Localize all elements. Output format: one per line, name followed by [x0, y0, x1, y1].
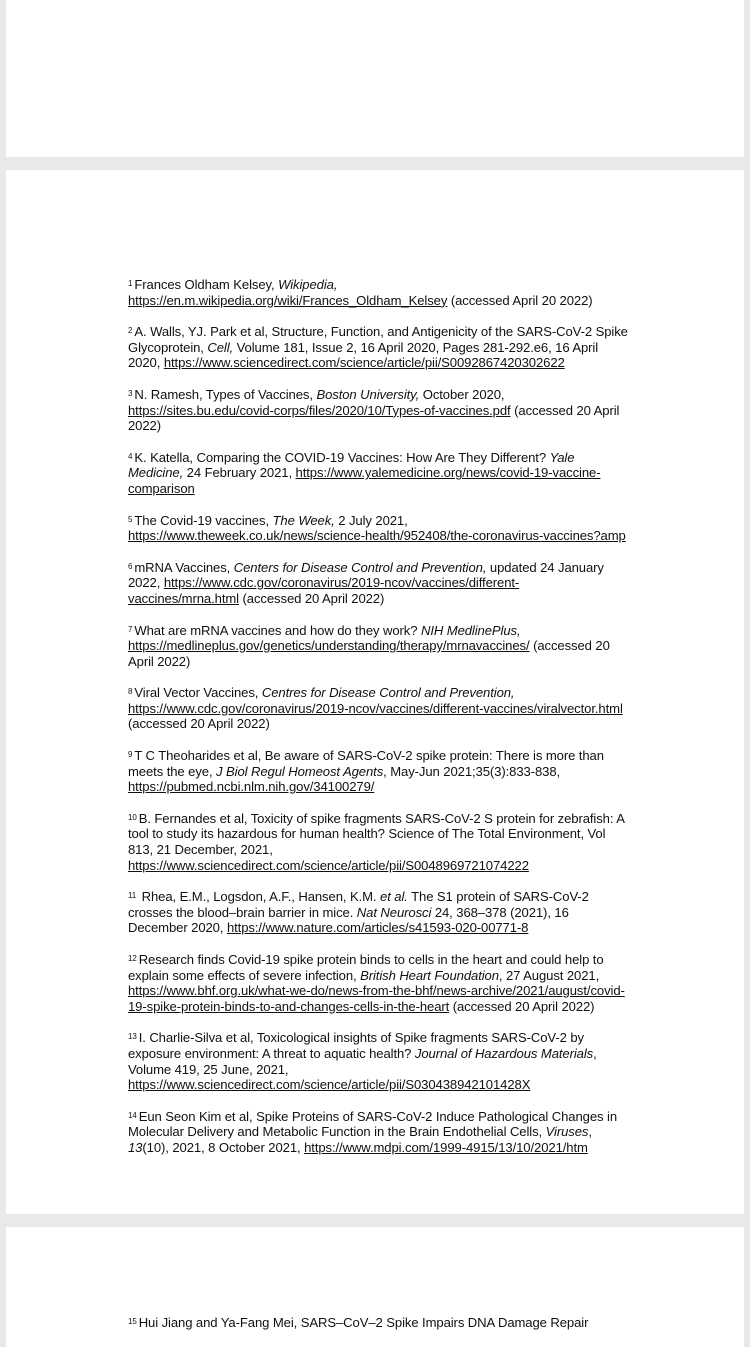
- footnote-15: [128, 1314, 628, 1331]
- citation-text: mRNA Vaccines,: [134, 559, 234, 575]
- citation-text: Hui Jiang and Ya-Fang Mei, SARS–CoV–2 Spike Impairs DNA Damage Repair: [138, 1315, 589, 1330]
- footnote-9: [128, 747, 628, 795]
- citation-text: , Volume 419, 25 June, 2021,: [128, 1045, 597, 1077]
- reference-link[interactable]: https://en.m.wikipedia.org/wiki/Frances_Oldham_Kelsey: [128, 292, 448, 308]
- footnote-13: [128, 1029, 628, 1092]
- citation-italic-text: The Week,: [272, 512, 335, 528]
- footnote-number: 8: [128, 687, 133, 697]
- citation-text: B. Fernandes et al, Toxicity of spike fragments SARS-CoV-2 S protein for zebrafish: A tool to study its hazardous for human health? Science of The Total Environment, Vol 813, 21 December, 2021,: [128, 810, 625, 858]
- reference-link[interactable]: https://www.cdc.gov/coronavirus/2019-ncov/vaccines/different-vaccines/viralvector.html: [128, 700, 623, 716]
- reference-link[interactable]: https://pubmed.ncbi.nlm.nih.gov/34100279/: [128, 779, 375, 795]
- reference-link[interactable]: https://sites.bu.edu/covid-corps/files/2020/10/Types-of-vaccines.pdf: [128, 402, 511, 418]
- footnote-12: [128, 951, 628, 1014]
- footnote-2: [128, 323, 628, 371]
- footnote-4: [128, 449, 628, 497]
- citation-text: (accessed April 20 2022): [447, 292, 593, 308]
- citation-text: updated 24 January 2022,: [128, 559, 604, 591]
- citation-text: A. Walls, YJ. Park et al, Structure, Function, and Antigenicity of the SARS-CoV-2 Spike Glycoprotein,: [128, 324, 628, 355]
- footnote-8: [128, 684, 628, 732]
- footnote-1: [128, 276, 628, 308]
- citation-text: 2 July 2021,: [334, 512, 408, 528]
- footnote-7: [128, 622, 628, 670]
- citation-text: Volume 181, Issue 2, 16 April 2020, Pages 281-292.e6, 16 April 2020,: [128, 339, 599, 371]
- citation-text: I. Charlie-Silva et al, Toxicological insights of Spike fragments SARS-CoV-2 by exposure environment: A threat to aquatic health?: [128, 1030, 584, 1061]
- footnote-10: [128, 810, 628, 873]
- citation-italic-text: Wikipedia,: [278, 277, 338, 292]
- footnote-number: 5: [128, 514, 133, 524]
- citation-italic-text: et al.: [380, 889, 408, 905]
- footnote-number: 6: [128, 561, 133, 571]
- citation-text: T C Theoharides et al, Be aware of SARS-CoV-2 spike protein: There is more than meets the eye,: [128, 748, 604, 779]
- citation-text: K. Katella, Comparing the COVID-19 Vaccines: How Are They Different?: [134, 449, 550, 465]
- reference-link[interactable]: https://medlineplus.gov/genetics/understanding/therapy/mrnavaccines/: [128, 638, 530, 654]
- citation-italic-text: Nat Neurosci: [356, 904, 432, 920]
- citation-italic-text: Centers for Disease Control and Prevention,: [233, 559, 487, 575]
- footnote-number: 10: [128, 812, 137, 822]
- citation-text: Eun Seon Kim et al, Spike Proteins of SARS-CoV-2 Induce Pathological Changes in Molecular Delivery and Metabolic Function in the Brain Endothelial Cells,: [128, 1108, 618, 1140]
- citation-text: Frances Oldham Kelsey,: [134, 277, 279, 292]
- citation-italic-text: British Heart Foundation: [360, 967, 499, 983]
- footnote-number: 9: [128, 750, 133, 760]
- footnote-number: 13: [128, 1032, 137, 1042]
- citation-italic-text: Journal of Hazardous Materials: [414, 1045, 594, 1061]
- citation-italic-text: Yale Medicine,: [128, 449, 575, 481]
- citation-text: October 2020,: [419, 386, 505, 402]
- citation-text: 24, 368–378 (2021), 16 December 2020,: [128, 904, 569, 936]
- citation-italic-text: 13: [128, 1139, 143, 1155]
- previous-page: [6, 0, 744, 157]
- footnote-number: 7: [128, 624, 133, 634]
- citation-text: (accessed 20 April 2022): [449, 998, 595, 1014]
- citation-text: (accessed 20 April 2022): [239, 590, 385, 606]
- footnote-3: [128, 386, 628, 434]
- footnotes-list: [128, 276, 628, 1171]
- footnote-number: 14: [128, 1110, 137, 1120]
- footnote-number: 4: [128, 451, 133, 461]
- reference-link[interactable]: https://www.sciencedirect.com/science/article/pii/S030438942101428X: [128, 1077, 531, 1093]
- citation-text: , May-Jun 2021;35(3):833-838,: [383, 763, 561, 779]
- footnote-5: [128, 512, 628, 544]
- reference-link[interactable]: https://www.theweek.co.uk/news/science-health/952408/the-coronavirus-vaccines?amp: [128, 528, 626, 544]
- footnotes-list: [128, 1314, 628, 1346]
- footnote-number: 11: [128, 891, 137, 901]
- footnote-number: 2: [128, 326, 133, 336]
- footnote-11: [128, 888, 628, 936]
- citation-text: N. Ramesh, Types of Vaccines,: [134, 386, 317, 402]
- footnote-number: 3: [128, 388, 133, 398]
- reference-link[interactable]: https://www.cdc.gov/coronavirus/2019-ncov/vaccines/different-vaccines/mrna.html: [128, 575, 520, 606]
- reference-link[interactable]: https://www.mdpi.com/1999-4915/13/10/2021/htm: [304, 1139, 588, 1155]
- reference-link[interactable]: https://www.sciencedirect.com/science/article/pii/S0048969721074222: [128, 857, 529, 873]
- footnote-14: [128, 1108, 628, 1156]
- reference-link[interactable]: https://www.nature.com/articles/s41593-020-00771-8: [226, 920, 529, 936]
- citation-italic-text: Centres for Disease Control and Prevention,: [261, 685, 515, 701]
- citation-text: Viral Vector Vaccines,: [134, 685, 262, 701]
- footnote-number: 12: [128, 954, 137, 963]
- citation-text: The S1 protein of SARS-CoV-2 crosses the blood–brain barrier in mice.: [128, 889, 589, 920]
- document-page: [6, 170, 744, 1214]
- reference-link[interactable]: https://www.bhf.org.uk/what-we-do/news-from-the-bhf/news-archive/2021/august/covid-19-spike-protein-binds-to-and-changes-cells-in-the-heart: [128, 983, 625, 1014]
- footnote-6: [128, 559, 628, 607]
- citation-italic-text: J Biol Regul Homeost Agents: [216, 763, 384, 779]
- citation-italic-text: Cell,: [207, 339, 234, 355]
- next-page: [6, 1227, 744, 1347]
- footnote-number: 1: [128, 279, 133, 288]
- citation-text: (accessed 20 April 2022): [128, 716, 270, 732]
- reference-link[interactable]: https://www.sciencedirect.com/science/article/pii/S0092867420302622: [163, 355, 565, 371]
- citation-text: ,: [588, 1124, 592, 1140]
- citation-text: (accessed 20 April 2022): [128, 402, 620, 434]
- citation-text: What are mRNA vaccines and how do they work?: [134, 622, 421, 638]
- citation-italic-text: Viruses: [545, 1124, 589, 1140]
- citation-text: Research finds Covid-19 spike protein binds to cells in the heart and could help to explain some effects of severe infection,: [128, 952, 604, 983]
- citation-italic-text: Boston University,: [316, 386, 420, 402]
- reference-link[interactable]: https://www.yalemedicine.org/news/covid-19-vaccine-comparison: [128, 465, 601, 496]
- citation-text: Rhea, E.M., Logsdon, A.F., Hansen, K.M.: [138, 889, 381, 905]
- citation-text: 24 February 2021,: [183, 465, 296, 481]
- citation-text: The Covid-19 vaccines,: [134, 512, 273, 528]
- citation-italic-text: NIH MedlinePlus,: [420, 622, 521, 638]
- citation-text: (accessed 20 April 2022): [128, 638, 610, 669]
- citation-text: (10), 2021, 8 October 2021,: [142, 1139, 305, 1155]
- citation-text: , 27 August 2021,: [498, 967, 600, 983]
- footnote-number: 15: [128, 1317, 137, 1326]
